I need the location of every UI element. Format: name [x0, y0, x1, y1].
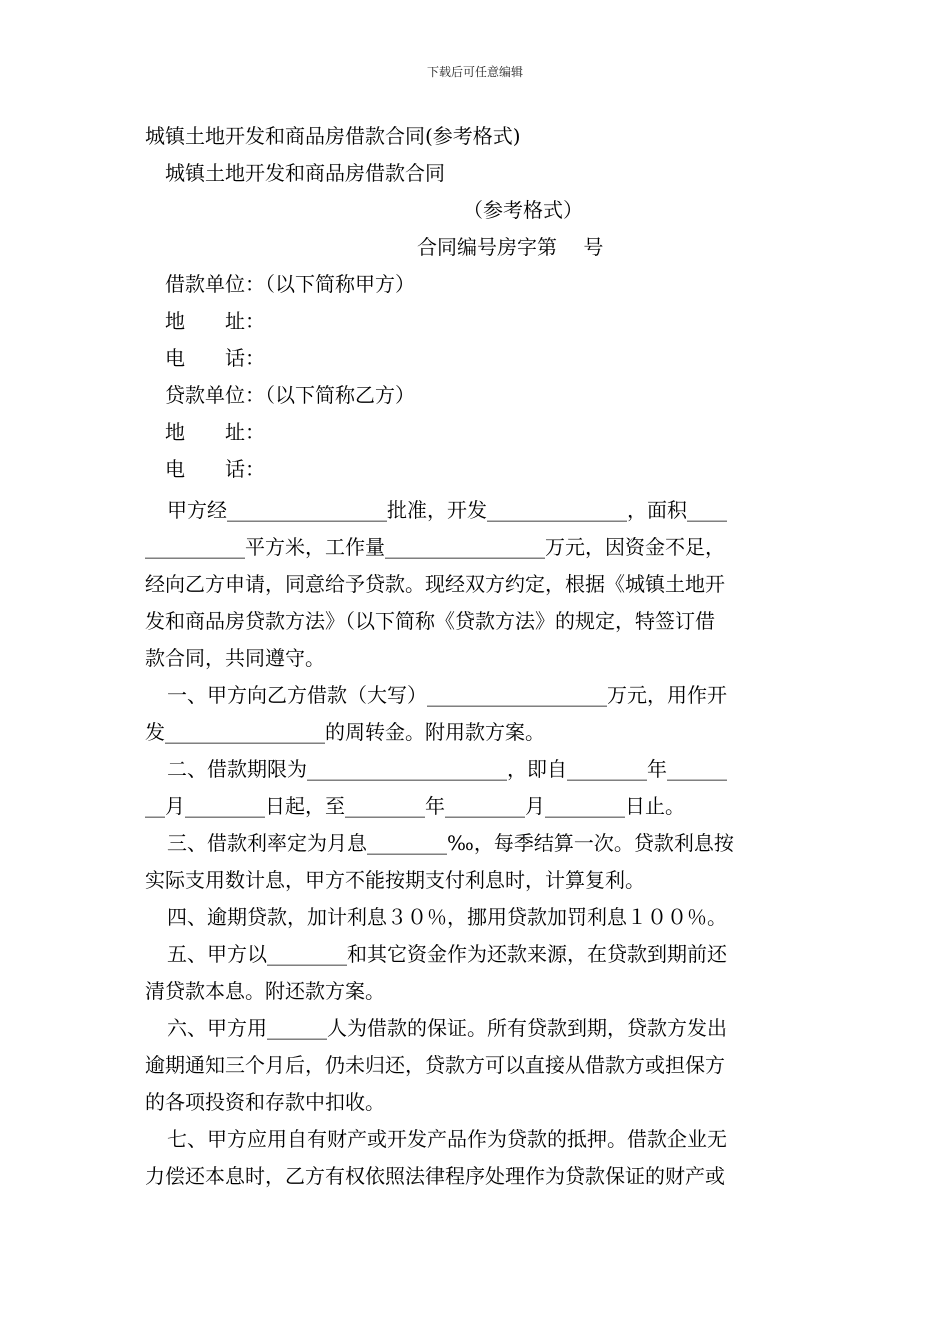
lender-address: 地 址：	[165, 420, 265, 444]
clause-line: 四、逾期贷款，加计利息３０％，挪用贷款加罚利息１００％。	[167, 905, 727, 929]
clause-line: 实际支用数计息，甲方不能按期支付利息时，计算复利。	[145, 868, 645, 892]
header-note: 下载后可任意编辑	[426, 65, 523, 79]
intro-line: __________平方米，工作量________________万元，因资金不足，	[145, 535, 725, 559]
clause-line: 六、甲方用______人为借款的保证。所有贷款到期，贷款方发出	[167, 1016, 727, 1040]
clause-1	[145, 677, 805, 751]
clause-line: 发________________的周转金。附用款方案。	[145, 720, 545, 744]
intro-paragraph	[145, 492, 805, 677]
clause-line: 清贷款本息。附还款方案。	[145, 979, 385, 1003]
intro-line: 甲方经________________批准，开发______________，面积____	[167, 498, 727, 522]
borrower-phone: 电 话：	[165, 346, 265, 370]
clause-5	[145, 936, 805, 1010]
clause-6	[145, 1010, 805, 1121]
clause-line: 力偿还本息时，乙方有权依照法律程序处理作为贷款保证的财产或	[145, 1164, 725, 1188]
clause-line: 的各项投资和存款中扣收。	[145, 1090, 385, 1114]
borrower-address: 地 址：	[165, 309, 265, 333]
clause-4	[145, 899, 805, 936]
lender-phone: 电 话：	[165, 457, 265, 481]
contract-subtitle: 城镇土地开发和商品房借款合同	[165, 161, 445, 185]
document-title: 城镇土地开发和商品房借款合同(参考格式)	[145, 124, 521, 148]
clause-3	[145, 825, 805, 899]
contract-number: 合同编号房字第 号	[417, 235, 604, 259]
lender-label: 贷款单位：（以下简称乙方）	[165, 383, 415, 407]
borrower-label: 借款单位：（以下简称甲方）	[165, 272, 415, 296]
document-body	[145, 118, 805, 1195]
clause-line: 逾期通知三个月后，仍未归还，贷款方可以直接从借款方或担保方	[145, 1053, 725, 1077]
intro-line: 款合同，共同遵守。	[145, 646, 325, 670]
clause-line: 一、甲方向乙方借款（大写）__________________万元，用作开	[167, 683, 727, 707]
clause-line: 三、借款利率定为月息________‰，每季结算一次。贷款利息按	[167, 831, 734, 855]
clause-2	[145, 751, 805, 825]
intro-line: 经向乙方申请，同意给予贷款。现经双方约定，根据《城镇土地开	[145, 572, 725, 596]
format-note: （参考格式）	[463, 198, 583, 222]
clause-line: 五、甲方以________和其它资金作为还款来源，在贷款到期前还	[167, 942, 727, 966]
clause-7	[145, 1121, 805, 1195]
clause-line: __月________日起，至________年________月________日止。	[145, 794, 685, 818]
clause-line: 二、借款期限为____________________，即自________年______	[167, 757, 727, 781]
clause-line: 七、甲方应用自有财产或开发产品作为贷款的抵押。借款企业无	[167, 1127, 727, 1151]
intro-line: 发和商品房贷款方法》（以下简称《贷款方法》的规定，特签订借	[145, 609, 715, 633]
